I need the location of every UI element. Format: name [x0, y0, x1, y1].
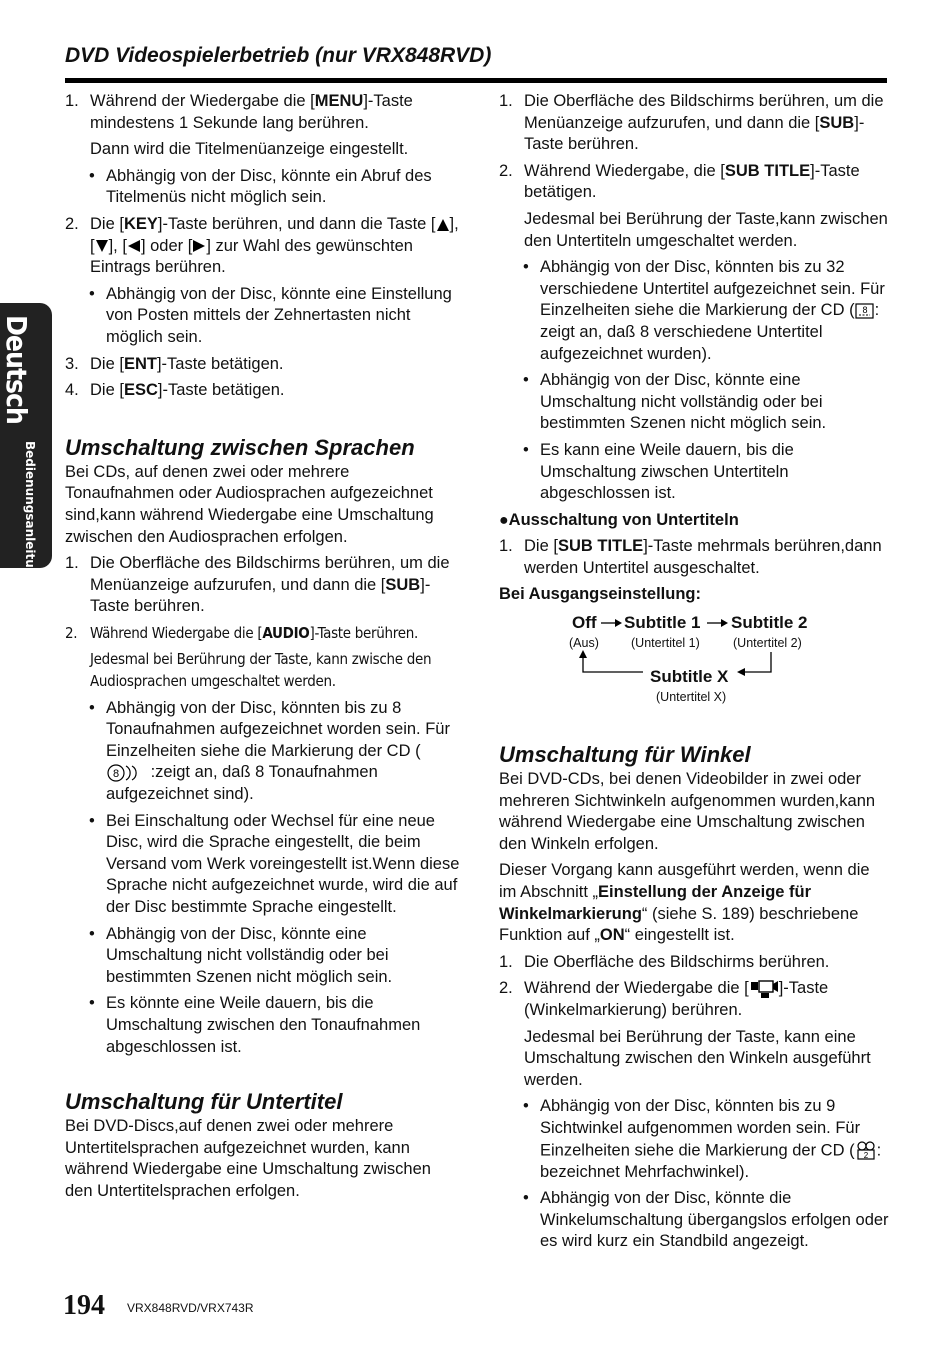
audio-tracks-disc-icon	[106, 764, 146, 782]
arrow-down-icon	[95, 239, 109, 253]
key-label: SUB TITLE	[724, 161, 811, 180]
page-title: DVD Videospielerbetrieb (nur VRX848RVD)	[65, 44, 492, 67]
item-text: ]-Taste berühren, und dann die Taste [	[157, 214, 436, 233]
language-side-tab	[0, 303, 52, 585]
item-text: ]-Taste berühren.	[524, 113, 865, 154]
bullet-item: • Abhängig von der Disc, könnte eine Umschaltung nicht vollständig oder bei bestimmten Szenen nicht möglich sein.	[65, 924, 460, 989]
list-item	[65, 214, 460, 279]
item-text: Während Wiedergabe, die [	[524, 161, 725, 180]
list-item	[65, 553, 460, 618]
section-intro: Bei DVD-Discs,auf denen zwei oder mehrere Untertitelsprachen aufgezeichnet wurden, kann während Wiedergabe eine Umschaltung zwischen den Untertitelsprachen erfolgen.	[65, 1117, 431, 1200]
item-text: Die Oberfläche des Bildschirms berühren, um die Menüanzeige aufzurufen, und dann die [	[524, 92, 884, 132]
item-text: Die [	[90, 214, 124, 233]
arrow-right-icon	[601, 618, 623, 628]
section-intro: Bei DVD-CDs, bei denen Videobilder in zwei oder mehreren Sichtwinkeln aufgenommen wurden,kann während Wiedergabe eine Umschaltung zwischen den Winkeln erfolgen.	[499, 770, 876, 853]
right-column	[499, 91, 891, 1258]
section-heading-languages: Umschaltung zwischen Sprachen	[65, 434, 415, 460]
page-header	[65, 42, 887, 83]
bullet-item: • Es kann eine Weile dauern, bis die Umschaltung ziwschen Untertiteln abgeschlossen ist.	[499, 440, 891, 505]
item-text: ]-Taste mindestens 1 Sekunde lang berühren.	[90, 92, 413, 132]
item-number: 4.	[65, 381, 79, 400]
item-text: ] oder [	[140, 236, 193, 255]
section-heading-angles: Umschaltung für Winkel	[499, 742, 751, 768]
diagram-subtitle-1: Subtitle 1	[624, 613, 701, 633]
subsection-heading	[499, 510, 891, 532]
item-text: Die Oberfläche des Bildschirms berühren.	[524, 952, 830, 971]
diagram-subtitle-x-sub: (Untertitel X)	[656, 690, 727, 705]
key-label: ENT	[123, 354, 157, 373]
list-item	[499, 161, 891, 204]
item-text: ], [	[90, 214, 459, 255]
left-column	[65, 91, 460, 1208]
item-number: 1.	[65, 554, 79, 573]
bullet-item	[499, 257, 891, 365]
bullet-item: • Abhängig von der Disc, könnte eine Einstellung von Posten mittels der Zehnertasten nicht möglich sein.	[65, 284, 460, 349]
item-text: ]-Taste berühren.	[309, 623, 418, 642]
diagram-subtitle-2: Subtitle 2	[731, 613, 808, 633]
item-text: Abhängig von der Disc, könnten bis zu 9 Sichtwinkel aufgenommen worden sein. Für Einzelheiten siehe die Markierung der CD (	[540, 1097, 861, 1159]
item-text: ] zur Wahl des gewünschten Eintrags berühren.	[90, 236, 413, 277]
arrow-right-icon	[192, 239, 206, 253]
diagram-off: Off	[572, 613, 597, 633]
section-heading-subtitles: Umschaltung für Untertitel	[65, 1089, 343, 1115]
item-text: Abhängig von der Disc, könnten bis zu 32 verschiedene Untertitel aufgezeichnet sein. Für Einzelheiten siehe die Markierung der CD (	[540, 258, 885, 320]
diagram-subtitle-1-sub: (Untertitel 1)	[631, 636, 700, 651]
list-item	[65, 380, 460, 402]
item-text: Die Oberfläche des Bildschirms berühren, um die Menüanzeige aufzurufen, und dann die [	[90, 554, 450, 594]
bullet-item: • Es könnte eine Weile dauern, bis die Umschaltung zwischen den Tonaufnahmen abgeschlossen ist.	[65, 993, 460, 1058]
list-item	[499, 536, 891, 579]
item-text: :zeigt an, daß 8 Tonaufnahmen aufgezeichnet sind).	[106, 763, 378, 804]
item-text: : bezeichnet Mehrfachwinkel).	[540, 1140, 882, 1181]
diagram-subtitle-2-sub: (Untertitel 2)	[733, 636, 802, 651]
item-text: ]-Taste betätigen.	[524, 161, 860, 202]
item-note: Dann wird die Titelmenüanzeige eingestellt.	[90, 140, 409, 159]
item-number: 2.	[65, 214, 79, 233]
key-label: ESC	[123, 381, 158, 400]
diagram-subtitle-x: Subtitle X	[650, 667, 729, 687]
bullet-item: • Abhängig von der Disc, könnte die Winkelumschaltung übergangslos erfolgen oder es wird kurz ein Standbild angezeigt.	[499, 1188, 891, 1253]
key-label: SUB	[819, 113, 855, 132]
section-intro: Bei CDs, auf denen zwei oder mehrere Tonaufnahmen oder Audiosprachen aufgezeichnet sind,kann während Wiedergabe eine Umschaltung zwischen den Audiosprachen erfolgen.	[65, 462, 434, 546]
item-number: 2.	[499, 979, 513, 998]
angle-camera-icon	[749, 979, 779, 999]
item-text: Die [	[524, 537, 558, 556]
bullet-item: • Bei Einschaltung oder Wechsel für eine neue Disc, wird die Sprache eingestellt, die beim Versand vom Werk voreingestellt ist.Wenn diese Sprache nicht aufgezeichnet wurde, wird die auf der Disc bestimmte Sprache eingestellt.	[65, 811, 460, 919]
item-number: 2.	[65, 623, 78, 642]
setting-value: ON	[599, 926, 625, 945]
item-text: Während Wiedergabe die [	[90, 623, 263, 642]
paragraph-text: “ (siehe S. 189) beschriebene Funktion auf „	[499, 904, 859, 945]
diagram-off-sub: (Aus)	[569, 636, 599, 651]
item-number: 3.	[65, 354, 79, 373]
bullet-item	[499, 1096, 891, 1183]
subtitle-mark-icon	[855, 302, 875, 320]
item-text: Abhängig von der Disc, könnten bis zu 8 Tonaufnahmen aufgezeichnet worden sein. Für Einzelheiten siehe die Markierung der CD (	[106, 698, 450, 760]
item-number: 1.	[499, 92, 513, 110]
model-numbers: VRX848RVD/VRX743R	[127, 1301, 254, 1315]
item-text: : zeigt an, daß 8 verschiedene Untertitel aufgezeichnet wurden).	[540, 301, 880, 363]
item-number: 1.	[499, 952, 513, 971]
page-number: 194	[63, 1290, 105, 1321]
key-label: KEY	[123, 214, 158, 233]
item-text: ]-Taste betätigen.	[157, 381, 285, 400]
list-item	[499, 978, 891, 1021]
arrow-up-icon	[436, 218, 450, 232]
arrow-right-icon	[707, 618, 729, 628]
subsection-heading-text: Ausschaltung von Untertiteln	[508, 510, 739, 529]
list-item	[65, 623, 460, 645]
item-text: ]-Taste mehrmals berühren,dann werden Untertitel ausgeschaltet.	[524, 537, 882, 577]
section-paragraph	[499, 860, 891, 946]
bullet-dot-icon: ●	[499, 511, 509, 529]
item-text: ], [	[108, 236, 127, 255]
paragraph-text: Dieser Vorgang kann ausgeführt werden, wenn die im Abschnitt „	[499, 861, 870, 902]
item-text: ]-Taste berühren.	[90, 575, 431, 616]
item-text: Während der Wiedergabe die [	[90, 92, 315, 110]
item-number: 1.	[65, 92, 79, 110]
item-text: ]-Taste betätigen.	[156, 354, 284, 373]
item-note: Jedesmal bei Berührung der Taste, kann zwische den Audiosprachen umgeschaltet werden.	[90, 650, 432, 691]
list-item	[499, 91, 891, 156]
default-setting-heading: Bei Ausgangseinstellung:	[499, 585, 701, 604]
subtitle-cycle-diagram	[499, 612, 891, 727]
reference-title: Einstellung der Anzeige für Winkelmarkierung	[499, 883, 812, 923]
side-tab-language: Deutsch	[0, 315, 33, 424]
item-text: Während der Wiedergabe die [	[524, 979, 749, 998]
item-number: 1.	[499, 537, 513, 556]
key-label: SUB	[385, 575, 421, 594]
bullet-item: • Abhängig von der Disc, könnte ein Abruf des Titelmenüs nicht möglich sein.	[65, 166, 460, 209]
angle-icon-count: 2	[863, 1150, 868, 1160]
key-label: MENU	[314, 92, 364, 110]
list-item	[65, 354, 460, 376]
arrow-left-icon	[127, 239, 141, 253]
list-item	[499, 952, 891, 974]
item-note: Jedesmal bei Berührung der Taste, kann eine Umschaltung zwischen den Winkeln ausgeführt werden.	[524, 1027, 871, 1089]
multi-angle-mark-icon	[855, 1140, 877, 1162]
key-label: AUDIO	[262, 623, 310, 642]
key-label: SUB TITLE	[557, 537, 644, 556]
paragraph-text: “ eingestellt ist.	[624, 926, 735, 945]
item-text: Die [	[90, 381, 124, 400]
item-text: Die [	[90, 354, 124, 373]
bullet-item	[65, 698, 460, 806]
item-note: Jedesmal bei Berührung der Taste,kann zwischen den Untertiteln umgeschaltet werden.	[524, 209, 888, 250]
bullet-item: • Abhängig von der Disc, könnte eine Umschaltung nicht vollständig oder bei bestimmten Szenen nicht möglich sein.	[499, 370, 891, 435]
item-text: ]-Taste (Winkelmarkierung) berühren.	[524, 979, 829, 1019]
side-tab-manual: Bedienungsanleitung	[23, 441, 37, 585]
audio-icon-count: 8	[112, 768, 120, 781]
item-number: 2.	[499, 161, 513, 180]
list-item	[65, 91, 460, 134]
subtitle-icon-count: 8	[862, 304, 868, 315]
